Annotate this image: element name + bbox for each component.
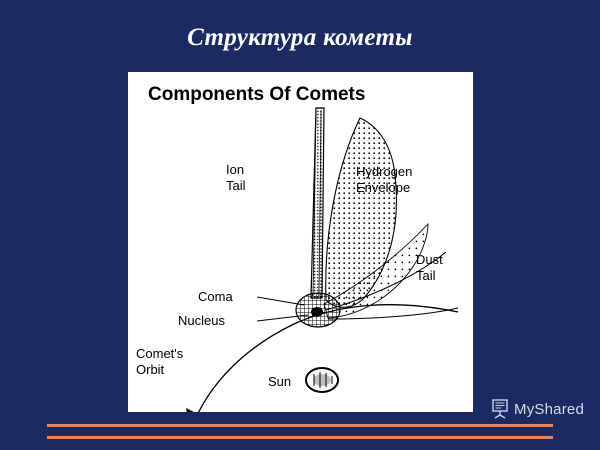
label-coma: Coma: [198, 289, 233, 304]
watermark-label: MyShared: [514, 400, 584, 418]
footer-divider-top: [47, 424, 553, 427]
label-nucleus: Nucleus: [178, 313, 225, 328]
label-dust-tail-line1: Dust: [416, 252, 443, 267]
label-ion-tail-line2: Tail: [226, 178, 246, 193]
presentation-icon: [491, 399, 509, 419]
sun-core: [313, 374, 331, 386]
label-hydrogen-envelope-line1: Hydrogen: [356, 164, 413, 179]
watermark: [491, 396, 584, 422]
label-comets-orbit-line2: Orbit: [136, 362, 165, 377]
page-title: Структура кометы: [187, 24, 413, 51]
comet-diagram: [128, 72, 473, 412]
coma-leader-line: [257, 297, 304, 305]
label-ion-tail-line1: Ion: [226, 162, 245, 177]
label-sun: Sun: [268, 374, 292, 389]
label-comets-orbit-line1: Comet's: [136, 346, 184, 361]
label-hydrogen-envelope-line2: Envelope: [356, 180, 411, 195]
footer-divider-bottom: [47, 436, 553, 439]
label-dust-tail-line2: Tail: [416, 268, 436, 283]
figure-title: Components Of Comets: [148, 84, 366, 105]
ion-tail-shape: [311, 108, 324, 298]
